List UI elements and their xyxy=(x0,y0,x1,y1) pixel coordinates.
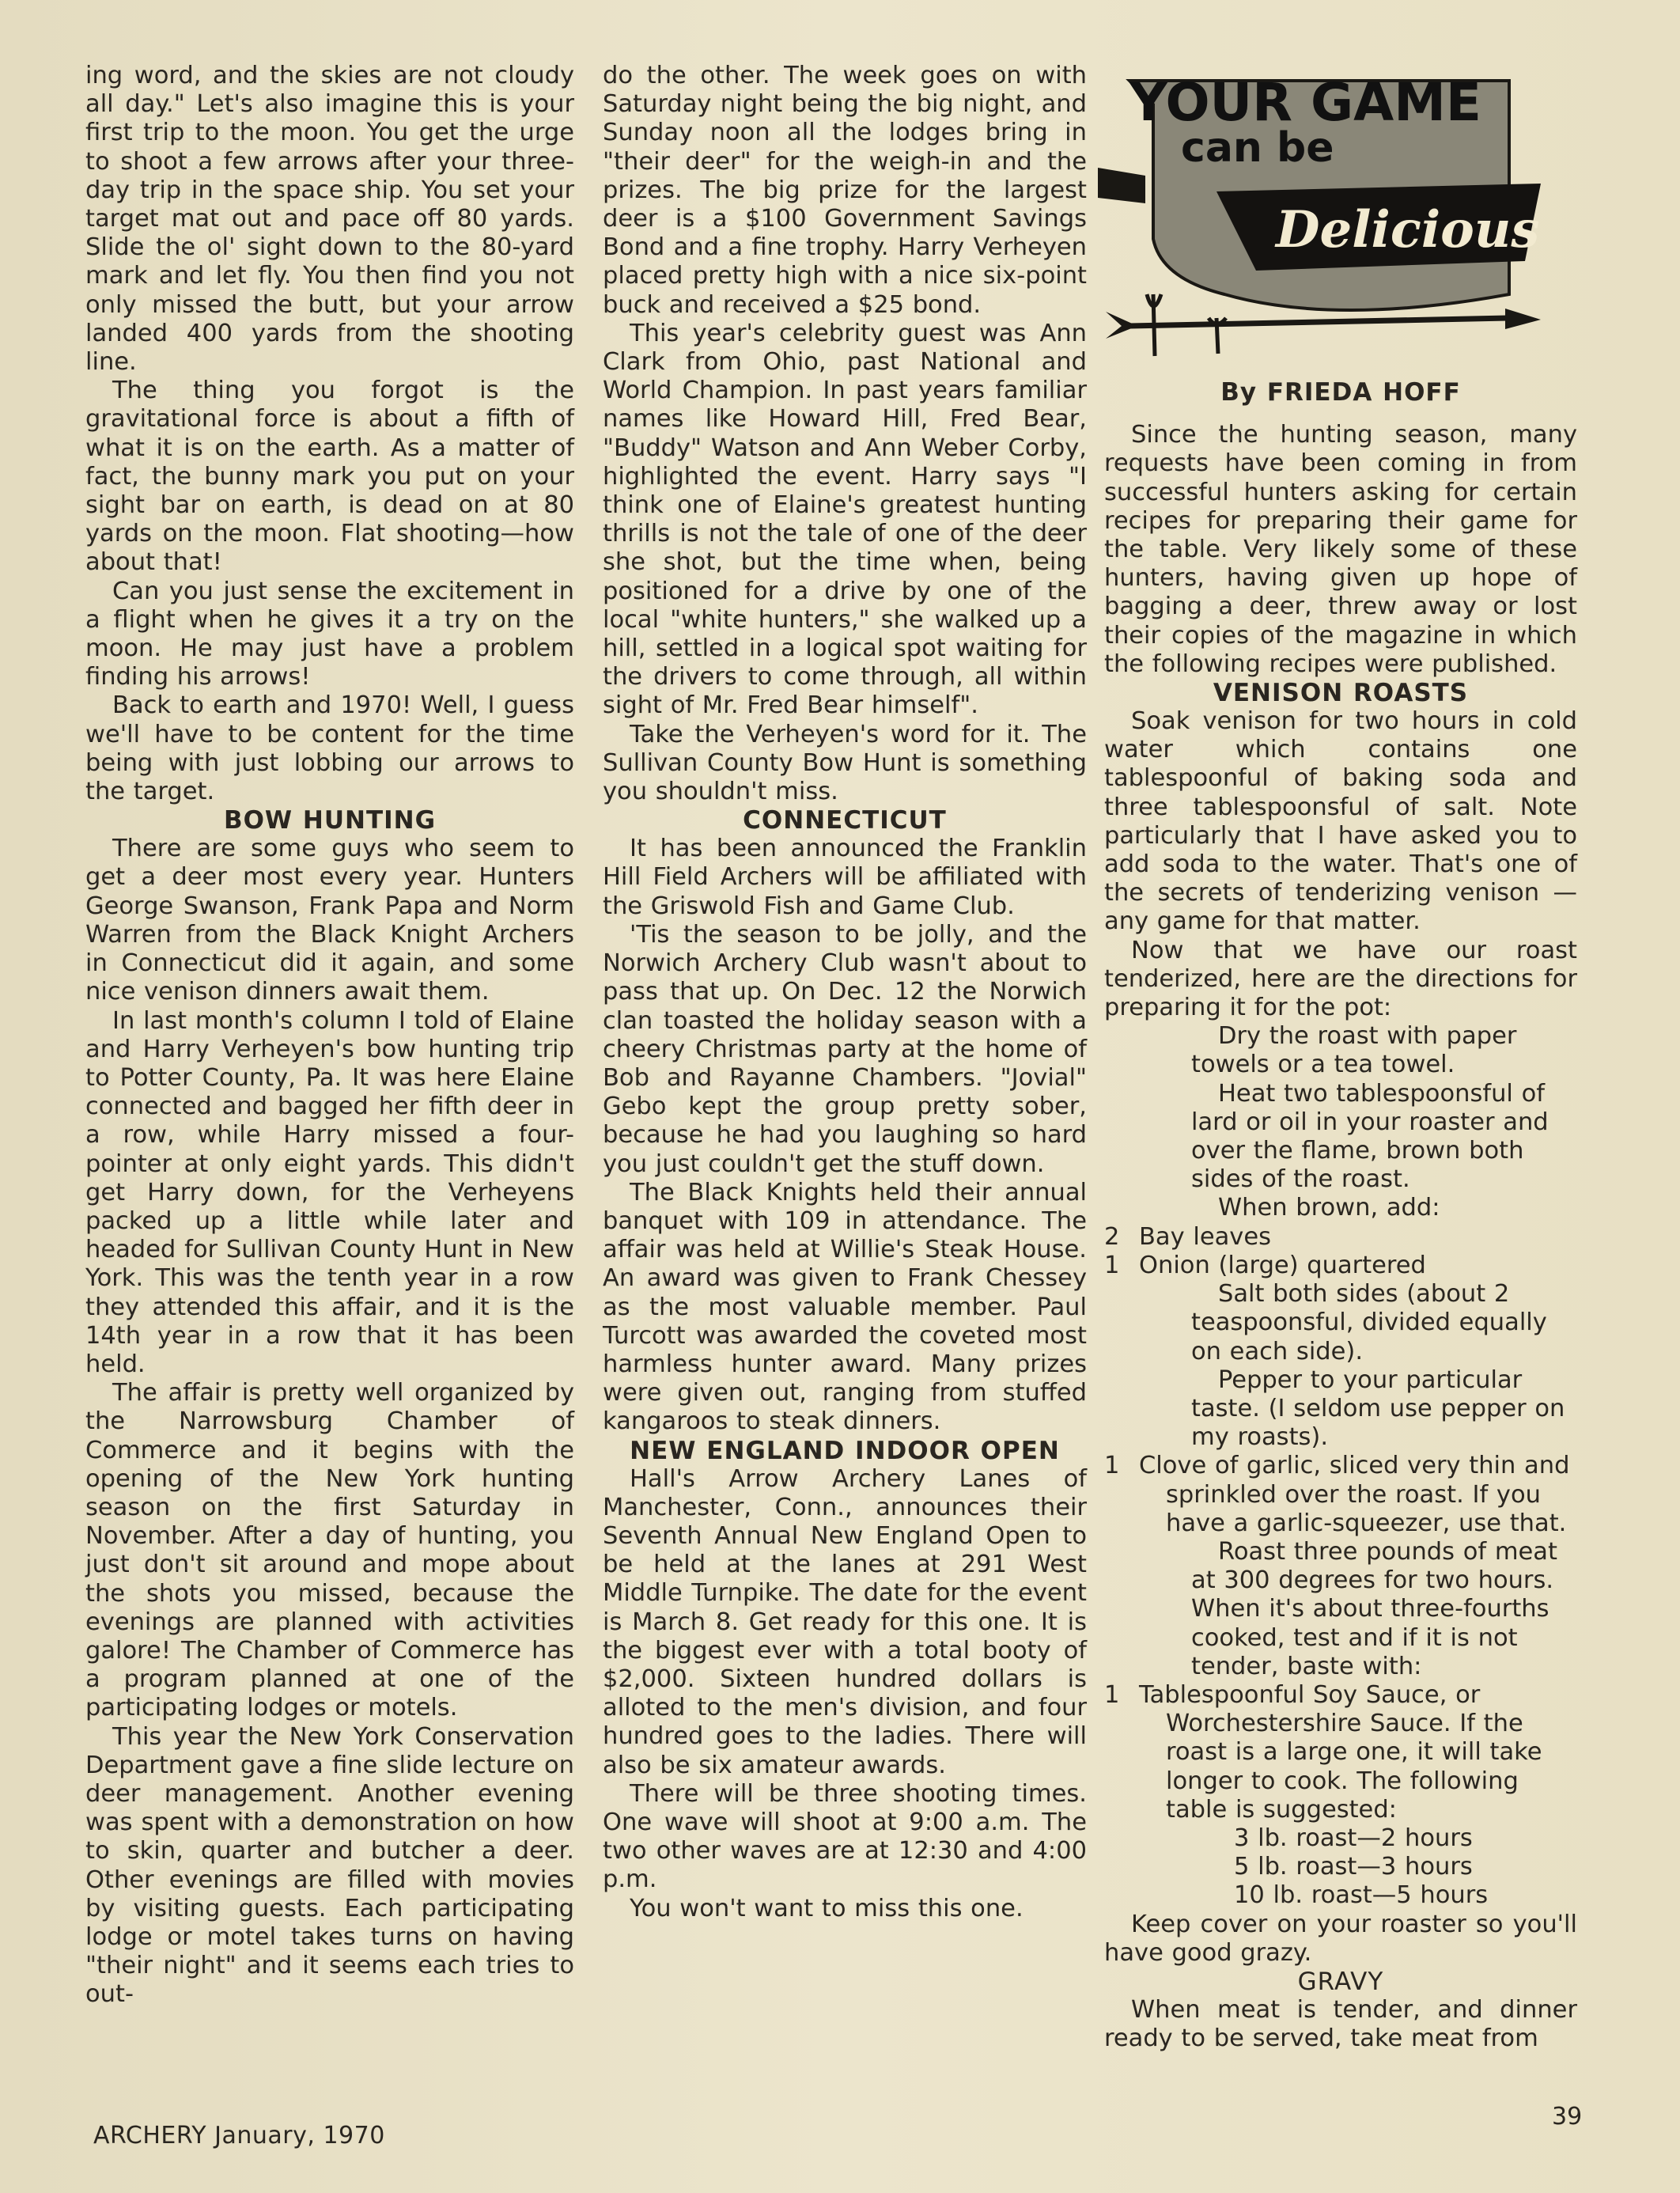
recipe-step: Pepper to your particular taste. (I seldom use pepper on my roasts). xyxy=(1191,1365,1565,1452)
issue-date: January, 1970 xyxy=(214,2122,385,2149)
section-heading-connecticut: CONNECTICUT xyxy=(743,806,947,835)
paragraph: The thing you forgot is the gravitational force is about a fifth of what it is on the earth. As a matter of fact, the bunny mark you put on your sight bar on earth, is dead on at 80 yards on the moon. Flat shooting—how about that! xyxy=(85,377,574,577)
recipe-ingredient xyxy=(1104,1681,1577,1824)
recipe-ingredient xyxy=(1104,1223,1577,1252)
ingredient-quantity: 1 xyxy=(1104,1680,1120,1709)
cooking-time-table xyxy=(1104,1824,1577,1911)
paragraph: Since the hunting season, many requests have been coming in from successful hunters asking for certain recipes for preparing their game for the table. Very likely some of these hunters, having given up hope of bagging a deer, threw away or lost their copies of the magazine in which the following recipes were published. xyxy=(1104,421,1577,678)
paragraph: When meat is tender, and dinner ready to be served, take meat from xyxy=(1104,1995,1577,2053)
paragraph: Soak venison for two hours in cold water which contains one tablespoonful of baking soda and three tablespoonsful of salt. Note particularly that I have asked you to add soda to the water. That's one of the secrets of tenderizing venison —any game for that matter. xyxy=(1104,707,1577,936)
paragraph: Hall's Arrow Archery Lanes of Manchester, Conn., announces their Seventh Annual New England Open to be held at the lanes at 291 West Middle Turnpike. The date for the event is March 8. Get ready for this one. It is the biggest ever with a total booty of $2,000. Sixteen hundred dollars is alloted to the men's division, and four hundred goes to the ladies. There will also be six amateur awards. xyxy=(603,1464,1087,1779)
ingredient-quantity: 1 xyxy=(1104,1452,1120,1480)
paragraph: Keep cover on your roaster so you'll have good grazy. xyxy=(1104,1910,1577,1967)
recipe-ingredient xyxy=(1104,1252,1577,1280)
ingredient-quantity: 2 xyxy=(1104,1222,1120,1251)
magazine-name: ARCHERY xyxy=(93,2122,207,2149)
ingredient-quantity: 1 xyxy=(1104,1251,1120,1279)
recipe-step: When brown, add: xyxy=(1218,1194,1440,1222)
ingredient-text: Clove of garlic, sliced very thin and sprinkled over the roast. If you have a garlic-squeezer, use that. xyxy=(1139,1452,1570,1537)
recipe-step: Dry the roast with paper towels or a tea towel. xyxy=(1191,1022,1517,1079)
paragraph: do the other. The week goes on with Saturday night being the big night, and Sunday noon all the lodges bring in "their deer" for the weigh-in and the prizes. The big prize for the largest deer is a $100 Government Savings Bond and a fine trophy. Harry Verheyen placed pretty high with a nice six-point buck and received a $25 bond. xyxy=(603,62,1087,319)
recipe-ingredient xyxy=(1104,1452,1577,1538)
table-row: 10 lb. roast—5 hours xyxy=(1234,1881,1489,1910)
column-2 xyxy=(603,62,1087,1923)
paragraph: The Black Knights held their annual banquet with 109 in attendance. The affair was held at Willie's Steak House. An award was given to Frank Chessey as the most valuable member. Paul Turcott was awarded the coveted most harmless hunter award. Many prizes were given out, ranging from stuffed kangaroos to steak dinners. xyxy=(603,1178,1087,1436)
ingredient-text: Tablespoonful Soy Sauce, or Worchestershire Sauce. If the roast is a large one, it will take longer to cook. The following table is suggested: xyxy=(1139,1680,1542,1824)
fletching-icon xyxy=(1106,312,1137,339)
logo-line3: Delicious xyxy=(1276,200,1540,259)
paragraph: There will be three shooting times. One wave will shoot at 9:00 a.m. The two other waves are at 12:30 and 4:00 p.m. xyxy=(603,1779,1087,1894)
recipe-step: Heat two tablespoonsful of lard or oil in your roaster and over the flame, brown both sides of the roast. xyxy=(1191,1079,1549,1194)
your-game-logo xyxy=(1098,57,1549,372)
paragraph: Can you just sense the excitement in a flight when he gives it a try on the moon. He may just have a problem finding his arrows! xyxy=(85,577,574,691)
recipe-step: Roast three pounds of meat at 300 degrees for two hours. When it's about three-fourths cooked, test and if it is not tender, baste with: xyxy=(1191,1537,1557,1680)
ingredient-text: Bay leaves xyxy=(1139,1222,1271,1251)
ingredient-text: Onion (large) quartered xyxy=(1139,1251,1426,1279)
paragraph: It has been announced the Franklin Hill Field Archers will be affiliated with the Griswold Fish and Game Club. xyxy=(603,835,1087,920)
page-number: 39 xyxy=(1552,2103,1583,2131)
paragraph: This year the New York Conservation Department gave a fine slide lecture on deer management. Another evening was spent with a demonstration on how to skin, quarter and butcher a deer. Other evenings are filled with movies by visiting guests. Each participating lodge or motel takes turns on having "their night" and it seems each tries to out- xyxy=(85,1722,574,2009)
paragraph: In last month's column I told of Elaine and Harry Verheyen's bow hunting trip to Potter County, Pa. It was here Elaine connected and bagged her fifth deer in a row, while Harry missed a four-pointer at only eight yards. This didn't get Harry down, for the Verheyens packed up a little while later and headed for Sullivan County Hunt in New York. This was the tenth year in a row they attended this affair, and it is the 14th year in a row that it has been held. xyxy=(85,1006,574,1378)
footer-publication xyxy=(93,2122,385,2149)
paragraph: You won't want to miss this one. xyxy=(630,1894,1024,1922)
pan-handle-icon xyxy=(1098,168,1145,203)
column-3 xyxy=(1104,378,1577,2053)
paragraph: This year's celebrity guest was Ann Clark from Ohio, past National and World Champion. In past years familiar names like Howard Hill, Fred Bear, "Buddy" Watson and Ann Weber Corby, highlighted the event. Harry says "I think one of Elaine's greatest hunting thrills is not the tale of one of the deer she shot, but the time when, being positioned for a drive by one of the local "white hunters," she walked up a hill, settled in a logical spot waiting for the drivers to come through, all within sight of Mr. Fred Bear himself". xyxy=(603,319,1087,720)
paragraph: Now that we have our roast tenderized, here are the directions for preparing it for the pot: xyxy=(1104,936,1577,1022)
section-heading-new-england-indoor-open: NEW ENGLAND INDOOR OPEN xyxy=(630,1436,1060,1465)
paragraph: Back to earth and 1970! Well, I guess we'll have to be content for the time being with just lobbing our arrows to the target. xyxy=(85,691,574,806)
section-heading-gravy: GRAVY xyxy=(1297,1967,1384,1996)
column-1 xyxy=(85,62,574,2009)
section-heading-bow-hunting: BOW HUNTING xyxy=(223,806,437,835)
table-row: 5 lb. roast—3 hours xyxy=(1234,1853,1473,1881)
paragraph: The affair is pretty well organized by the Narrowsburg Chamber of Commerce and it begins with the opening of the New York hunting season on the first Saturday in November. After a day of hunting, you just don't sit around and mope about the shots you missed, because the evenings are planned with activities galore! The Chamber of Commerce has a program planned at one of the participating lodges or motels. xyxy=(85,1379,574,1722)
paragraph: Take the Verheyen's word for it. The Sullivan County Bow Hunt is something you shouldn't miss. xyxy=(603,720,1087,806)
logo-line1: YOUR GAME xyxy=(1129,72,1481,133)
table-row: 3 lb. roast—2 hours xyxy=(1234,1824,1473,1852)
author-byline: By FRIEDA HOFF xyxy=(1220,378,1461,407)
section-heading-venison-roasts: VENISON ROASTS xyxy=(1213,679,1469,708)
paragraph: ing word, and the skies are not cloudy all day." Let's also imagine this is your first trip to the moon. You get the urge to shoot a few arrows after your three-day trip in the space ship. You set your target mat out and pace off 80 yards. Slide the ol' sight down to the 80-yard mark and let fly. You then find you not only missed the butt, but your arrow landed 400 yards from the shooting line. xyxy=(85,62,574,377)
paragraph: 'Tis the season to be jolly, and the Norwich Archery Club wasn't about to pass that up. On Dec. 12 the Norwich clan toasted the holiday season with a cheery Christmas party at the home of Bob and Rayanne Chambers. "Jovial" Gebo kept the group pretty sober, because he had you laughing so hard you just couldn't get the stuff down. xyxy=(603,920,1087,1178)
arrowhead-icon xyxy=(1505,309,1541,329)
paragraph: There are some guys who seem to get a deer most every year. Hunters George Swanson, Frank Papa and Norm Warren from the Black Knight Archers in Connecticut did it again, and some nice venison dinners await them. xyxy=(85,835,574,1006)
logo-line2: can be xyxy=(1181,124,1334,172)
recipe-step: Salt both sides (about 2 teaspoonsful, divided equally on each side). xyxy=(1191,1280,1547,1365)
